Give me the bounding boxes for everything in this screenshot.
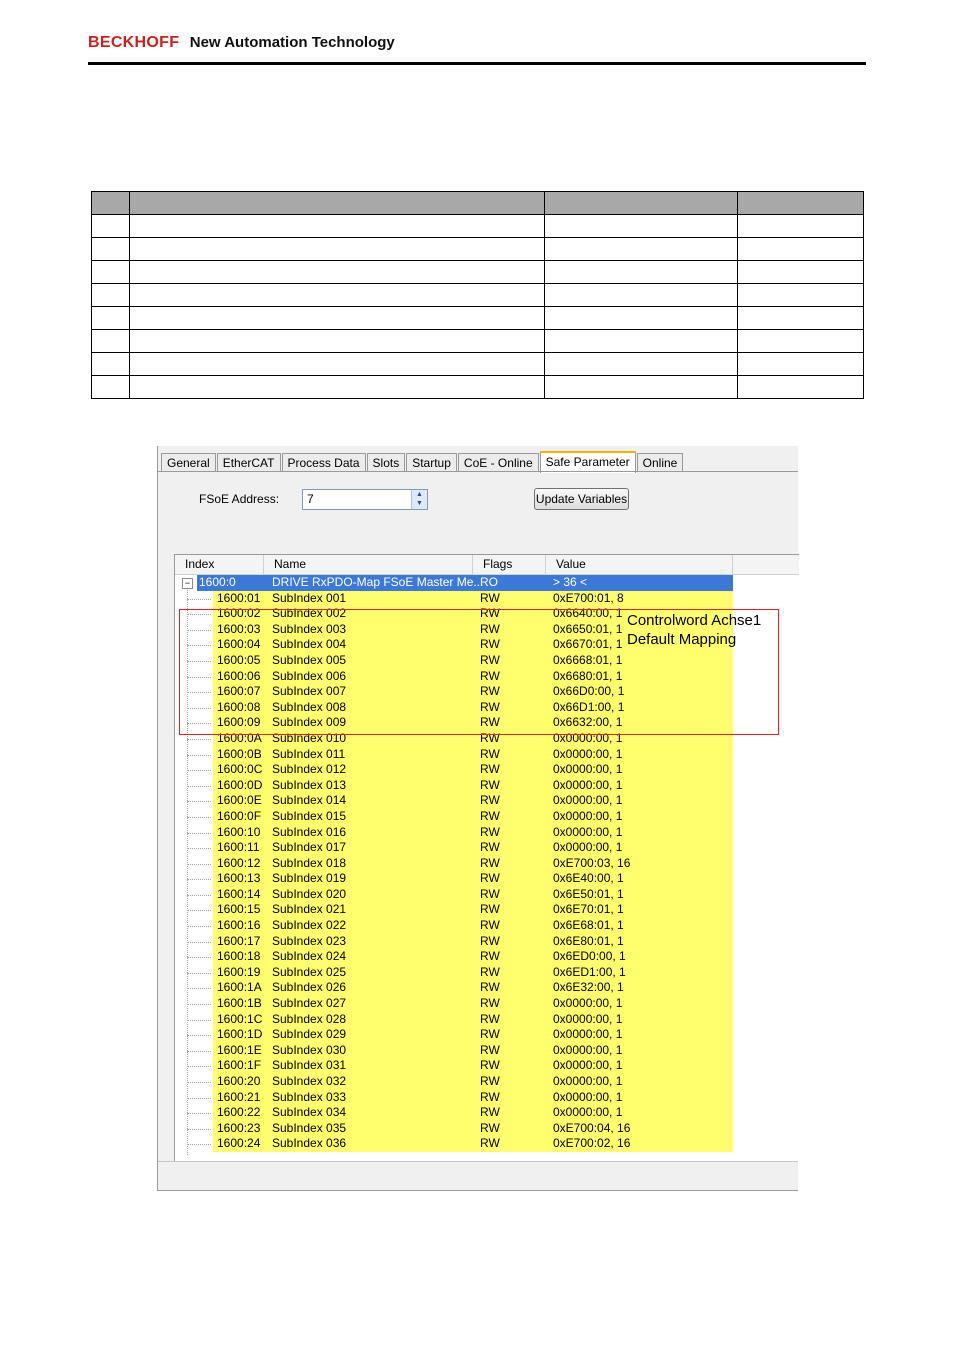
cell-index: 1600:13 [217,871,261,886]
cell-name: SubIndex 028 [272,1011,347,1026]
cell-index: 1600:1E [217,1042,262,1057]
cell-value: 0x0000:00, 1 [553,1105,623,1120]
cell-name: SubIndex 007 [272,684,347,699]
table-row[interactable] [175,1012,799,1028]
cell-flags: RW [480,933,500,948]
cell-value: 0x6E50:01, 1 [553,886,624,901]
cell-flags: RW [480,652,500,667]
cell-value: 0x0000:00, 1 [553,824,623,839]
cell-value: 0x6668:01, 1 [553,652,623,667]
table-row [92,261,864,284]
table-row[interactable] [175,747,799,763]
column-value[interactable]: Value [546,555,733,574]
cell-value: 0x6ED1:00, 1 [553,964,626,979]
cell-flags: RW [480,1074,500,1088]
tab-startup[interactable]: Startup [406,453,457,472]
cell-index: 1600:09 [217,715,261,730]
tree-branch [187,833,211,834]
cell-flags: RW [480,746,500,761]
cell-flags: RW [480,1058,500,1073]
table-row[interactable] [175,902,799,918]
table-row[interactable] [175,887,799,903]
cell-flags: RW [480,684,500,699]
cell-index: 1600:08 [217,699,261,714]
tree-branch [187,988,211,989]
cell-index: 1600:1B [217,996,262,1011]
table-row[interactable] [175,965,799,981]
tree-branch [187,739,211,740]
cell-value: 0x0000:00, 1 [553,1074,623,1088]
table-row[interactable] [175,825,799,841]
cell-index: 1600:16 [217,918,261,933]
cell-name: SubIndex 019 [272,871,347,886]
cell-index: 1600:22 [217,1105,261,1120]
cell-flags: RW [480,1027,500,1042]
cell-name: SubIndex 011 [272,746,346,761]
cell-name: SubIndex 026 [272,980,347,995]
cell-flags: RW [480,762,500,777]
cell-value: 0x6680:01, 1 [553,668,623,683]
cell-index: 1600:24 [217,1136,261,1151]
cell-index: 1600:19 [217,964,261,979]
cell-index: 1600:0D [217,777,263,792]
cell-index: 1600:05 [217,652,261,667]
cell-name: SubIndex 003 [272,621,347,636]
cell-flags: RW [480,871,500,886]
tab-general[interactable]: General [161,453,216,472]
cell-value: 0xE700:04, 16 [553,1120,631,1135]
table-row[interactable] [175,918,799,934]
cell-flags: RW [480,1136,500,1151]
cell-index: 1600:18 [217,949,261,964]
cell-value: 0x66D1:00, 1 [553,699,625,714]
list-header [175,555,799,575]
table-row [92,330,864,353]
config-window [157,446,798,1191]
table-row[interactable] [175,793,799,809]
cell-name: SubIndex 020 [272,886,347,901]
cell-name: SubIndex 008 [272,699,347,714]
cell-value: 0x0000:00, 1 [553,746,623,761]
cell-flags: RW [480,715,500,730]
annotation-line2: Default Mapping [627,631,737,648]
fsoe-address-input[interactable] [302,489,428,510]
cell-name: SubIndex 025 [272,964,347,979]
table-row [92,215,864,238]
cell-flags: RW [480,1105,500,1120]
root-flags: RO [480,575,498,589]
cell-index: 1600:1C [217,1011,263,1026]
cell-index: 1600:11 [217,840,260,855]
table-row[interactable] [175,1074,799,1090]
cell-value: 0x0000:00, 1 [553,1089,623,1104]
cell-index: 1600:15 [217,902,261,917]
column-name[interactable]: Name [264,555,473,574]
table-row [92,353,864,376]
cell-value: 0x0000:00, 1 [553,1011,623,1026]
cell-name: SubIndex 013 [272,777,347,792]
cell-value: 0x6650:01, 1 [553,621,623,636]
table-row[interactable] [175,856,799,872]
cell-value: 0x0000:00, 1 [553,1042,623,1057]
table-row[interactable] [175,809,799,825]
cell-value: 0x6632:00, 1 [553,715,623,730]
cell-index: 1600:0E [217,793,262,808]
root-index: 1600:0 [199,575,236,589]
tree-branch [187,879,211,880]
cell-index: 1600:1D [217,1027,263,1042]
cell-index: 1600:20 [217,1074,261,1088]
table-row[interactable] [175,1027,799,1043]
cell-value: 0x0000:00, 1 [553,730,623,745]
tree-branch [187,910,211,911]
table-row[interactable] [175,778,799,794]
cell-value: 0x6670:01, 1 [553,637,623,652]
brand-logo: BECKHOFF [88,34,180,51]
cell-flags: RW [480,637,500,652]
cell-flags: RW [480,824,500,839]
cell-value: 0x0000:00, 1 [553,777,623,792]
cell-name: SubIndex 018 [272,855,347,870]
tab-safe-parameter[interactable]: Safe Parameter [540,451,636,473]
cell-name: SubIndex 033 [272,1089,347,1104]
cell-index: 1600:04 [217,637,261,652]
brand-tagline: New Automation Technology [189,34,395,51]
cell-value: 0x0000:00, 1 [553,840,623,855]
tree-branch [187,1051,211,1052]
cell-flags: RW [480,668,500,683]
cell-value: 0x0000:00, 1 [553,793,623,808]
fsoe-address-label: FSoE Address: [199,492,280,506]
tree-root-row[interactable] [175,575,799,591]
cell-flags: RW [480,793,500,808]
table-row [92,376,864,399]
cell-name: SubIndex 017 [272,840,347,855]
tree-branch [187,1098,211,1099]
cell-index: 1600:0C [217,762,263,777]
cell-flags: RW [480,855,500,870]
table-row[interactable] [175,871,799,887]
cell-name: SubIndex 004 [272,637,347,652]
cell-index: 1600:12 [217,855,261,870]
cell-value: 0x0000:00, 1 [553,808,623,823]
tree-branch [187,1144,211,1145]
cell-value: 0x6ED0:00, 1 [553,949,626,964]
tree-branch [187,1020,211,1021]
cell-name: SubIndex 009 [272,715,347,730]
table-row[interactable] [175,1058,799,1074]
table-row[interactable] [175,762,799,778]
cell-name: SubIndex 034 [272,1105,347,1120]
cell-name: SubIndex 027 [272,996,347,1011]
cell-name: SubIndex 035 [272,1120,347,1135]
cell-flags: RW [480,777,500,792]
tab-ethercat[interactable]: EtherCAT [217,453,281,472]
cell-name: SubIndex 014 [272,793,347,808]
tree-branch [187,755,211,756]
page-header [88,34,395,52]
cell-index: 1600:03 [217,621,261,636]
header-rule [88,62,866,65]
cell-name: SubIndex 021 [272,902,347,917]
cell-value: 0x6640:00, 1 [553,606,623,621]
cell-name: SubIndex 015 [272,808,347,823]
cell-index: 1600:1A [217,980,262,995]
tree-branch [187,942,211,943]
cell-value: 0x0000:00, 1 [553,1027,623,1042]
tree-branch [187,1129,211,1130]
cell-name: SubIndex 030 [272,1042,347,1057]
cell-flags: RW [480,1042,500,1057]
cell-name: SubIndex 002 [272,606,347,621]
cell-value: 0x6E40:00, 1 [553,871,624,886]
tab-online[interactable]: Online [637,453,684,472]
table-row[interactable] [175,1090,799,1106]
cell-value: 0x0000:00, 1 [553,1058,623,1073]
cell-value: 0x6E80:01, 1 [553,933,624,948]
cell-index: 1600:21 [217,1089,261,1104]
cell-flags: RW [480,886,500,901]
table-row [92,284,864,307]
tree-branch [187,1113,211,1114]
cell-flags: RW [480,808,500,823]
column-flags[interactable]: Flags [473,555,546,574]
cell-index: 1600:0F [217,808,262,823]
cell-value: 0x0000:00, 1 [553,762,623,777]
table-row[interactable] [175,1105,799,1121]
cell-flags: RW [480,1089,500,1104]
cell-index: 1600:01 [217,590,261,605]
cell-value: 0xE700:01, 8 [553,590,624,605]
tree-branch [187,1035,211,1036]
annotation-line1: Controlword Achse1 [627,612,762,629]
update-variables-button[interactable]: Update Variables [534,488,629,510]
table-row[interactable] [175,996,799,1012]
cell-flags: RW [480,918,500,933]
cell-flags: RW [480,621,500,636]
tree-branch [187,770,211,771]
cell-flags: RW [480,980,500,995]
table-row[interactable] [175,949,799,965]
table-row[interactable] [175,840,799,856]
table-row[interactable] [175,591,799,607]
cell-name: SubIndex 006 [272,668,347,683]
window-bottom-divider [158,1161,798,1162]
cell-name: SubIndex 010 [272,730,347,745]
cell-index: 1600:06 [217,668,261,683]
cell-index: 1600:23 [217,1120,261,1135]
tree-branch [187,599,211,600]
cell-value: 0xE700:03, 16 [553,855,631,870]
cell-value: 0x6E68:01, 1 [553,918,624,933]
cell-flags: RW [480,699,500,714]
table-row [92,238,864,261]
tree-branch [187,817,211,818]
cell-index: 1600:10 [217,824,261,839]
cell-flags: RW [480,840,500,855]
cell-name: SubIndex 023 [272,933,347,948]
cell-name: SubIndex 036 [272,1136,347,1151]
cell-value: 0x6E70:01, 1 [553,902,624,917]
cell-flags: RW [480,996,500,1011]
tab-coe-online[interactable]: CoE - Online [458,453,539,472]
cell-flags: RW [480,964,500,979]
cell-index: 1600:0B [217,746,262,761]
cell-name: SubIndex 024 [272,949,347,964]
spin-up-icon[interactable]: ▲ [416,491,423,498]
cell-name: SubIndex 016 [272,824,347,839]
tree-branch [187,864,211,865]
cell-flags: RW [480,606,500,621]
cell-flags: RW [480,730,500,745]
column-index[interactable]: Index [175,555,264,574]
fsoe-address-value: 7 [307,492,314,506]
cell-flags: RW [480,949,500,964]
table-row [92,307,864,330]
cell-index: 1600:17 [217,933,261,948]
tree-branch [187,786,211,787]
table-row[interactable] [175,980,799,996]
cell-name: SubIndex 022 [272,918,347,933]
cell-value: 0x66D0:00, 1 [553,684,625,699]
table-row[interactable] [175,1043,799,1059]
tree-branch [187,926,211,927]
tree-branch [187,1004,211,1005]
root-name: DRIVE RxPDO-Map FSoE Master Me... [272,575,484,589]
spin-down-icon[interactable]: ▼ [416,500,423,507]
tree-branch [187,801,211,802]
root-value: > 36 < [553,575,588,589]
empty-table [91,191,864,399]
annotation-label [627,611,761,649]
cell-flags: RW [480,902,500,917]
tree-branch [187,1082,211,1083]
tree-branch [187,957,211,958]
cell-name: SubIndex 032 [272,1074,347,1088]
cell-flags: RW [480,1120,500,1135]
table-row[interactable] [175,1121,799,1137]
cell-flags: RW [480,1011,500,1026]
tab-divider [158,471,798,472]
fsoe-address-spinner[interactable] [411,490,427,509]
table-row[interactable] [175,934,799,950]
tab-process-data[interactable]: Process Data [282,453,366,472]
table-header-row [92,192,864,215]
cell-name: SubIndex 029 [272,1027,347,1042]
tree-branch [187,1066,211,1067]
table-row[interactable] [175,1136,799,1152]
tree-branch [187,848,211,849]
cell-value: 0x6E32:00, 1 [553,980,624,995]
cell-name: SubIndex 012 [272,762,347,777]
cell-index: 1600:1F [217,1058,262,1073]
tab-bar [161,451,684,471]
collapse-icon[interactable]: − [182,578,193,589]
cell-index: 1600:02 [217,606,261,621]
cell-index: 1600:07 [217,684,261,699]
tree-branch [187,895,211,896]
tab-slots[interactable]: Slots [367,453,406,472]
cell-name: SubIndex 001 [272,590,347,605]
cell-name: SubIndex 005 [272,652,347,667]
cell-name: SubIndex 031 [272,1058,347,1073]
tree-branch [187,973,211,974]
cell-index: 1600:14 [217,886,261,901]
cell-flags: RW [480,590,500,605]
cell-value: 0x0000:00, 1 [553,996,623,1011]
cell-index: 1600:0A [217,730,262,745]
cell-value: 0xE700:02, 16 [553,1136,631,1151]
